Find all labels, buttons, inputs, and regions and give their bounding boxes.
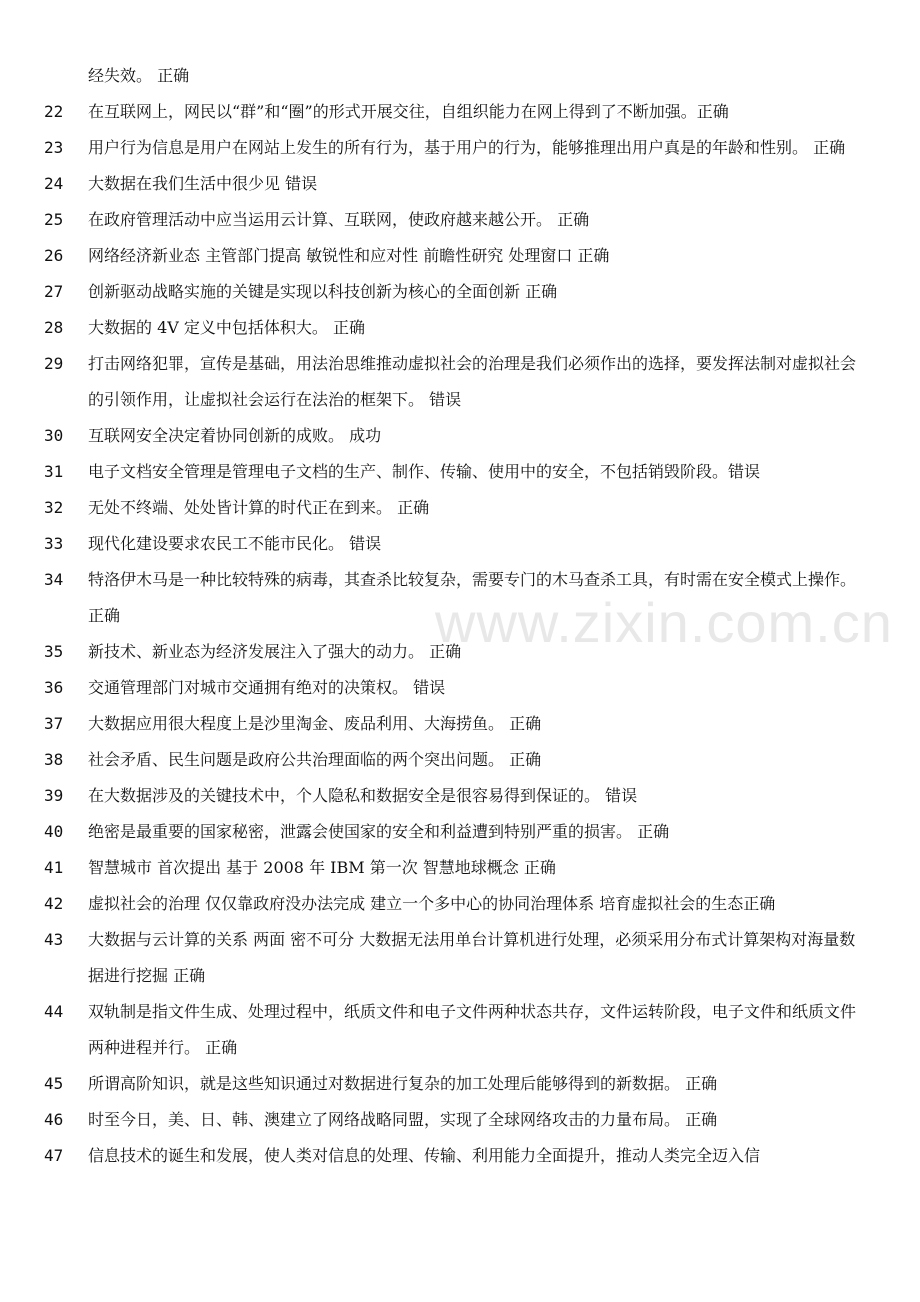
statement-item: [0, 346, 920, 418]
item-text: 大数据的 4V 定义中包括体积大。 正确: [88, 318, 365, 337]
item-number: 44: [44, 1002, 64, 1021]
item-number: 36: [44, 678, 64, 697]
item-number: 47: [44, 1146, 64, 1165]
item-text: 大数据与云计算的关系 两面 密不可分 大数据无法用单台计算机进行处理，必须采用分布式计算架构对海量数据进行挖掘 正确: [88, 930, 856, 985]
item-text: 现代化建设要求农民工不能市民化。 错误: [88, 534, 382, 553]
statement-item: [0, 850, 920, 886]
item-text: 大数据应用很大程度上是沙里淘金、废品利用、大海捞鱼。 正确: [88, 714, 542, 733]
item-text: 创新驱动战略实施的关键是实现以科技创新为核心的全面创新 正确: [88, 282, 558, 301]
item-number: 34: [44, 570, 64, 589]
item-text: 经失效。 正确: [88, 66, 190, 85]
statement-item: [0, 94, 920, 130]
item-text: 信息技术的诞生和发展，使人类对信息的处理、传输、利用能力全面提升，推动人类完全迈入信: [88, 1146, 761, 1165]
item-number: 30: [44, 426, 64, 445]
item-text: 大数据在我们生活中很少见 错误: [88, 174, 318, 193]
watermark: www.zixin.com.cn: [435, 591, 893, 654]
statement-item: [0, 490, 920, 526]
statement-item: [0, 1066, 920, 1102]
statement-item: [0, 58, 920, 94]
item-number: 39: [44, 786, 64, 805]
item-number: 42: [44, 894, 64, 913]
item-number: 23: [44, 138, 64, 157]
item-number: 35: [44, 642, 64, 661]
item-number: 46: [44, 1110, 64, 1129]
statement-item: [0, 238, 920, 274]
statement-item: [0, 274, 920, 310]
statement-item: [0, 778, 920, 814]
item-text: 虚拟社会的治理 仅仅靠政府没办法完成 建立一个多中心的协同治理体系 培育虚拟社会的生态正确: [88, 894, 776, 913]
item-number: 28: [44, 318, 64, 337]
item-text: 在互联网上，网民以“群”和“圈”的形式开展交往，自组织能力在网上得到了不断加强。正确: [88, 102, 729, 121]
statement-item: [0, 562, 920, 634]
item-number: 31: [44, 462, 64, 481]
item-number: 27: [44, 282, 64, 301]
statement-item: [0, 814, 920, 850]
statement-item: [0, 202, 920, 238]
statement-item: [0, 994, 920, 1066]
statement-item: [0, 1102, 920, 1138]
item-text: 在大数据涉及的关键技术中，个人隐私和数据安全是很容易得到保证的。 错误: [88, 786, 638, 805]
item-text: 新技术、新业态为经济发展注入了强大的动力。 正确: [88, 642, 462, 661]
item-text: 社会矛盾、民生问题是政府公共治理面临的两个突出问题。 正确: [88, 750, 542, 769]
item-text: 交通管理部门对城市交通拥有绝对的决策权。 错误: [88, 678, 446, 697]
item-number: 22: [44, 102, 64, 121]
item-text: 绝密是最重要的国家秘密，泄露会使国家的安全和利益遭到特别严重的损害。 正确: [88, 822, 670, 841]
statement-item: [0, 130, 920, 166]
item-number: 41: [44, 858, 64, 877]
statement-item: [0, 634, 920, 670]
item-text: 无处不终端、处处皆计算的时代正在到来。 正确: [88, 498, 430, 517]
item-number: 32: [44, 498, 64, 517]
item-text: 时至今日，美、日、韩、澳建立了网络战略同盟，实现了全球网络攻击的力量布局。 正确: [88, 1110, 718, 1129]
statement-item: [0, 166, 920, 202]
item-text: 打击网络犯罪，宣传是基础，用法治思维推动虚拟社会的治理是我们必须作出的选择，要发挥法制对虚拟社会的引领作用，让虚拟社会运行在法治的框架下。 错误: [88, 354, 857, 409]
statement-item: [0, 454, 920, 490]
statement-item: [0, 670, 920, 706]
item-number: 26: [44, 246, 64, 265]
item-number: 40: [44, 822, 64, 841]
statement-item: [0, 418, 920, 454]
item-text: 互联网安全决定着协同创新的成败。 成功: [88, 426, 382, 445]
statement-item: [0, 706, 920, 742]
statement-item: [0, 526, 920, 562]
item-text: 在政府管理活动中应当运用云计算、互联网，使政府越来越公开。 正确: [88, 210, 590, 229]
item-number: 24: [44, 174, 64, 193]
item-text: 用户行为信息是用户在网站上发生的所有行为，基于用户的行为，能够推理出用户真是的年龄和性别。 正确: [88, 138, 846, 157]
item-text: 电子文档安全管理是管理电子文档的生产、制作、传输、使用中的安全，不包括销毁阶段。错误: [88, 462, 761, 481]
item-text: 网络经济新业态 主管部门提高 敏锐性和应对性 前瞻性研究 处理窗口 正确: [88, 246, 610, 265]
statement-list: [0, 58, 920, 1174]
item-number: 29: [44, 354, 64, 373]
item-text: 所谓高阶知识，就是这些知识通过对数据进行复杂的加工处理后能够得到的新数据。 正确: [88, 1074, 718, 1093]
item-number: 25: [44, 210, 64, 229]
item-number: 37: [44, 714, 64, 733]
item-text: 智慧城市 首次提出 基于 2008 年 IBM 第一次 智慧地球概念 正确: [88, 858, 556, 877]
item-text: 双轨制是指文件生成、处理过程中，纸质文件和电子文件两种状态共存，文件运转阶段，电子文件和纸质文件两种进程并行。 正确: [88, 1002, 857, 1057]
item-number: 43: [44, 930, 64, 949]
statement-item: [0, 742, 920, 778]
statement-item: [0, 1138, 920, 1174]
item-text: 特洛伊木马是一种比较特殊的病毒，其查杀比较复杂，需要专门的木马查杀工具，有时需在安全模式上操作。 正确: [88, 570, 857, 625]
item-number: 45: [44, 1074, 64, 1093]
statement-item: [0, 310, 920, 346]
item-number: 33: [44, 534, 64, 553]
statement-item: [0, 886, 920, 922]
statement-item: [0, 922, 920, 994]
item-number: 38: [44, 750, 64, 769]
